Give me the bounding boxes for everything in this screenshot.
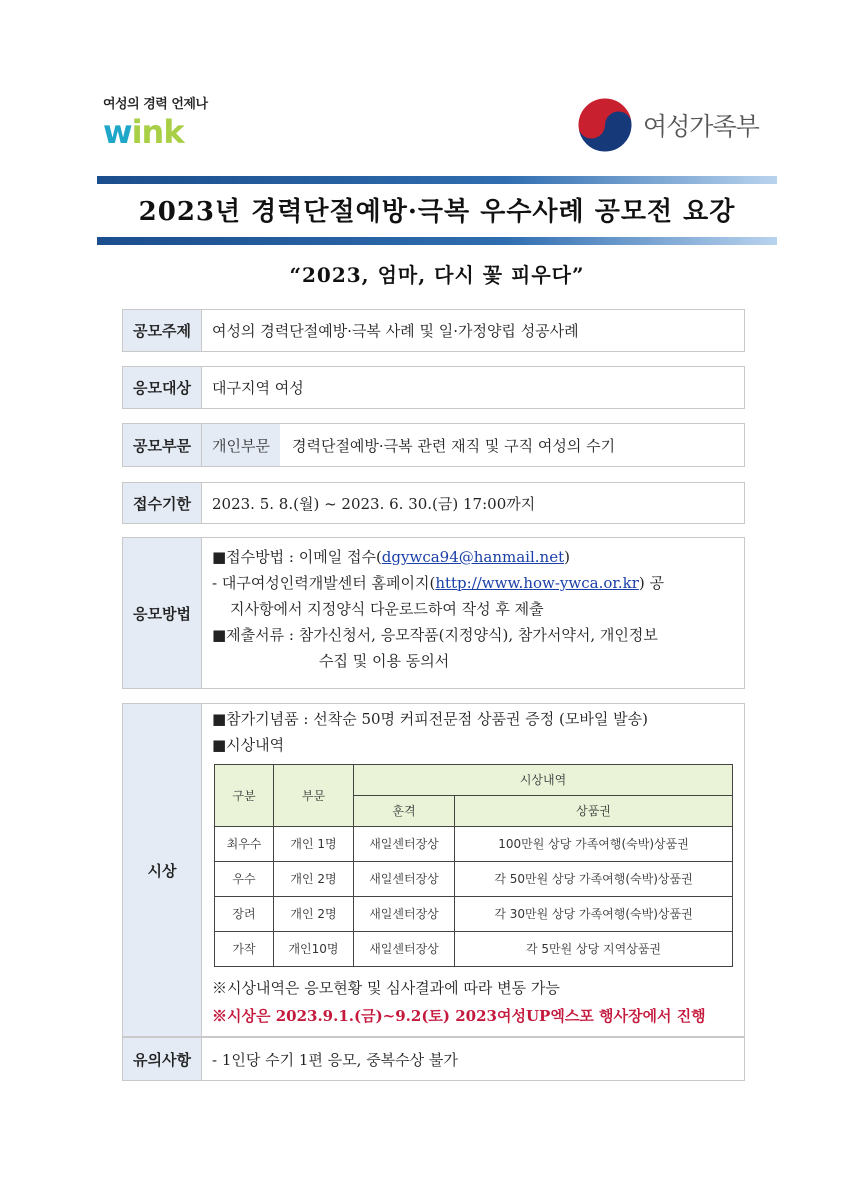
row-category [122, 423, 745, 467]
row-value [202, 423, 745, 467]
row-deadline [122, 482, 745, 524]
ministry-emblem-icon [575, 95, 635, 155]
table-row: 우수 개인 2명 새일센터장상 각 50만원 상당 가족여행(숙박)상품권 [215, 862, 733, 897]
award-gift: ■참가기념품 : 선착순 50명 커피전문점 상품권 증정 (모바일 발송) [212, 710, 648, 728]
table-row: 장려 개인 2명 새일센터장상 각 30만원 상당 가족여행(숙박)상품권 [215, 897, 733, 932]
col-division: 구분 [215, 765, 274, 827]
title-bar-top [97, 176, 777, 184]
row-label: 유의사항 [122, 1037, 202, 1081]
row-value [202, 703, 745, 1037]
row-value: 2023. 5. 8.(월) ~ 2023. 6. 30.(금) 17:00까지 [202, 482, 745, 524]
row-target [122, 366, 745, 409]
table-row: 가작 개인10명 새일센터장상 각 5만원 상당 지역상품권 [215, 932, 733, 967]
method-line-docs: ■제출서류 : 참가신청서, 응모작품(지정양식), 참가서약서, 개인정보 [212, 626, 658, 644]
email-link[interactable]: dgywca94@hanmail.net [381, 548, 565, 566]
row-label: 공모주제 [122, 309, 202, 352]
row-theme [122, 309, 745, 352]
row-value: 대구지역 여성 [202, 366, 745, 409]
row-label: 접수기한 [122, 482, 202, 524]
method-line-docs-cont: 수집 및 이용 동의서 [319, 652, 450, 670]
row-value [202, 537, 745, 689]
row-label: 응모대상 [122, 366, 202, 409]
row-label: 공모부문 [122, 423, 202, 467]
logo-tagline: 여성의 경력 언제나 [103, 97, 208, 112]
col-section: 부문 [274, 765, 354, 827]
row-label: 응모방법 [122, 537, 202, 689]
method-line-download: 지사항에서 지정양식 다운로드하여 작성 후 제출 [230, 600, 544, 618]
category-sublabel: 개인부문 [202, 424, 280, 466]
homepage-link[interactable]: http://www.how-ywca.or.kr [435, 574, 639, 592]
row-award [122, 703, 745, 1037]
award-note: ※시상내역은 응모현황 및 심사결과에 따라 변동 가능 [212, 979, 560, 997]
slogan: “2023, 엄마, 다시 꽃 피우다” [289, 263, 585, 287]
row-caution [122, 1037, 745, 1081]
ministry-name: 여성가족부 [643, 112, 759, 141]
row-method [122, 537, 745, 689]
method-line-homepage: - 대구여성인력개발센터 홈페이지(http://www.how-ywca.or.kr) 공 [212, 574, 665, 592]
row-value: - 1인당 수기 1편 응모, 중복수상 불가 [202, 1037, 745, 1081]
row-label: 시상 [122, 703, 202, 1037]
col-voucher: 상품권 [455, 796, 733, 827]
col-award-details: 시상내역 [354, 765, 733, 796]
award-list-title: ■시상내역 [212, 736, 285, 754]
page-title: 2023년 경력단절예방·극복 우수사례 공모전 요강 [138, 197, 736, 227]
ministry-logo [575, 95, 759, 155]
method-line-email: ■접수방법 : 이메일 접수(dgywca94@hanmail.net) [212, 548, 570, 566]
title-bar-bottom [97, 237, 777, 245]
category-text: 경력단절예방·극복 관련 재직 및 구직 여성의 수기 [291, 436, 616, 455]
wink-brand: wink [103, 113, 184, 151]
award-note-red: ※시상은 2023.9.1.(금)~9.2(토) 2023여성UP엑스포 행사장에서 진행 [212, 1007, 706, 1025]
col-citation: 훈격 [354, 796, 455, 827]
prize-table [214, 764, 733, 967]
wink-logo [103, 93, 243, 150]
row-value: 여성의 경력단절예방·극복 사례 및 일·가정양립 성공사례 [202, 309, 745, 352]
table-row: 최우수 개인 1명 새일센터장상 100만원 상당 가족여행(숙박)상품권 [215, 827, 733, 862]
